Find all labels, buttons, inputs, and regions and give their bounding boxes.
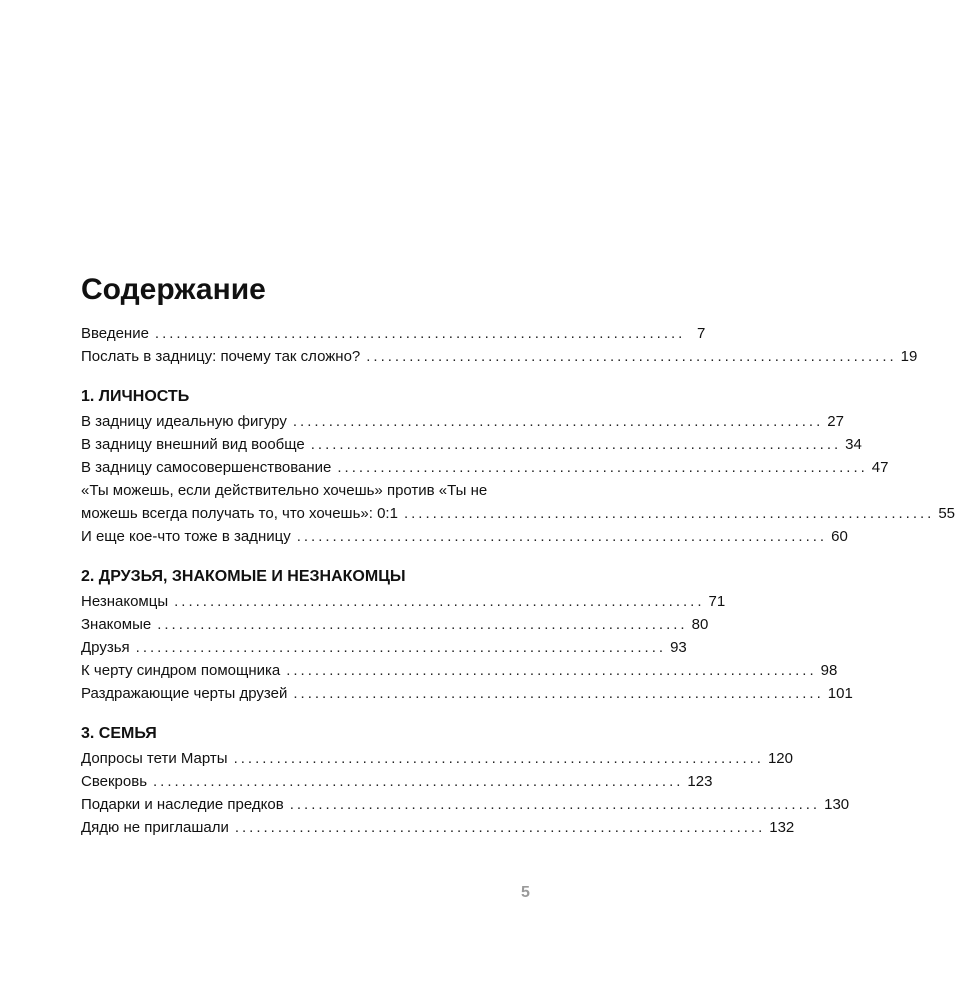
toc-entry <box>81 613 709 636</box>
toc-entry <box>81 479 955 525</box>
section-title: 3. СЕМЬЯ <box>81 725 157 742</box>
toc-entry-label: Допросы тети Марты <box>81 750 228 767</box>
toc-entry-label: Подарки и наследие предков <box>81 796 284 813</box>
leader-dots: .......................................................................... <box>292 413 824 430</box>
toc-entry-label: И еще кое-что тоже в задницу <box>81 528 291 545</box>
toc-section <box>81 386 955 548</box>
toc-entry-label-line: «Ты можешь, если действительно хочешь» против «Ты не <box>81 482 488 499</box>
toc-entry-label: В задницу самосовершенствование <box>81 459 332 476</box>
toc-entry-page: 55 <box>938 505 955 522</box>
section-title: 2. ДРУЗЬЯ, ЗНАКОМЫЕ И НЕЗНАКОМЦЫ <box>81 568 406 585</box>
leader-dots: .......................................................................... <box>174 593 705 610</box>
toc-entry <box>81 816 795 839</box>
leader-dots: .......................................................................... <box>289 796 821 813</box>
page-title: Содержание <box>81 273 266 306</box>
toc-entry-label: К черту синдром помощника <box>81 662 281 679</box>
toc-entry-label: Раздражающие черты друзей <box>81 685 288 702</box>
toc-section <box>81 566 853 705</box>
toc-entry-label: Введение <box>81 325 149 342</box>
toc-entry-page: 98 <box>820 662 838 679</box>
toc-entry-label: В задницу внешний вид вообще <box>81 436 305 453</box>
toc-entry-page: 19 <box>900 348 918 365</box>
leader-dots: .......................................................................... <box>234 819 766 836</box>
toc-entry-page: 7 <box>696 325 706 342</box>
leader-dots: .......................................................................... <box>293 685 824 702</box>
toc-entry <box>81 590 726 613</box>
table-of-contents <box>81 270 955 839</box>
toc-entry-label: Друзья <box>81 639 130 656</box>
toc-entry <box>81 659 838 682</box>
toc-entry <box>81 525 848 548</box>
leader-dots: .......................................................................... <box>337 459 868 476</box>
leader-dots: .......................................................................... <box>154 325 686 342</box>
toc-entry-label: Незнакомцы <box>81 593 169 610</box>
toc-entry-page: 101 <box>827 685 853 702</box>
toc-entry <box>81 747 793 770</box>
toc-entry-page: 93 <box>670 639 687 656</box>
toc-entry-label: В задницу идеальную фигуру <box>81 413 287 430</box>
toc-entry-label: Знакомые <box>81 616 152 633</box>
toc-entry-page: 47 <box>871 459 889 476</box>
toc-entry <box>81 793 850 816</box>
toc-entry-page: 132 <box>769 819 795 836</box>
leader-dots: .......................................................................... <box>366 348 897 365</box>
leader-dots: .......................................................................... <box>286 662 817 679</box>
toc-entry-label: Послать в задницу: почему так сложно? <box>81 348 361 365</box>
leader-dots: .......................................................................... <box>310 436 842 453</box>
leader-dots: .......................................................................... <box>153 773 684 790</box>
toc-entry-page: 27 <box>827 413 844 430</box>
page-number: 5 <box>521 884 530 901</box>
toc-entry-label: можешь всегда получать то, что хочешь»: 0:1 <box>81 505 398 522</box>
toc-entry <box>81 433 862 456</box>
toc-entry <box>81 456 889 479</box>
toc-entry <box>81 410 844 433</box>
toc-entry-page: 60 <box>831 528 848 545</box>
toc-entry-page: 120 <box>767 750 793 767</box>
toc-entry <box>81 770 713 793</box>
toc-entry <box>81 682 853 705</box>
leader-dots: .......................................................................... <box>233 750 764 767</box>
leader-dots: .......................................................................... <box>296 528 828 545</box>
toc-entry-page: 130 <box>824 796 850 813</box>
toc-entry <box>81 636 687 659</box>
toc-entry-page: 80 <box>691 616 709 633</box>
section-title: 1. ЛИЧНОСТЬ <box>81 388 190 405</box>
toc-entry <box>81 322 706 345</box>
leader-dots: .......................................................................... <box>157 616 688 633</box>
toc-entry-page: 123 <box>687 773 713 790</box>
leader-dots: .......................................................................... <box>403 505 935 522</box>
leader-dots: .......................................................................... <box>135 639 667 656</box>
toc-entry-page: 34 <box>845 436 862 453</box>
toc-entry-page: 71 <box>708 593 726 610</box>
toc-entry-label: Дядю не приглашали <box>81 819 229 836</box>
toc-entry <box>81 345 918 368</box>
toc-section <box>81 723 850 839</box>
toc-entry-label: Свекровь <box>81 773 148 790</box>
